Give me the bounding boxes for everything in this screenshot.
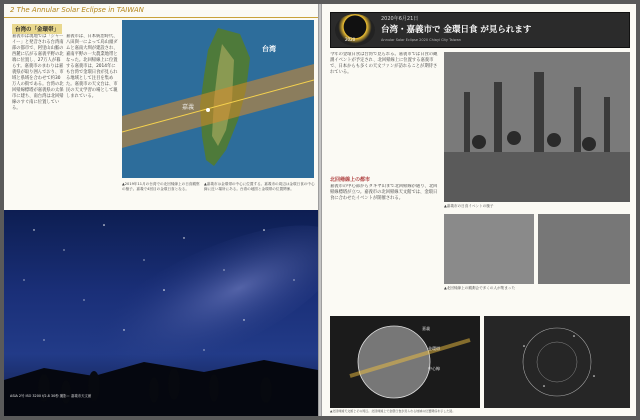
map-label-chiayi: 嘉義 <box>182 104 195 111</box>
header-title: 2 The Annular Solar Eclipse in TAIWAN <box>10 6 144 14</box>
event-date: 2020年6月21日 <box>381 16 419 22</box>
event-subtitle: Annular Solar Eclipse 2020 Chiayi City Taiwan <box>381 38 461 42</box>
taiwan-map <box>122 20 314 178</box>
photo-caption-2: ▲北回帰線上の観測会で多くの人が集まった <box>444 286 516 290</box>
intro-text: 嘉義市は現地では「ジャーイー」と発音される台湾南部の都市で、阿里山山脈の西麓に広がる嘉義平野の北端に位置し、27万人が暮らす。嘉義市のまわりは嘉義県が取り囲んでおり、市域と県域を合わせて約30万人の街である。台湾の北回帰線標塔が嘉義県の太保市に建ち、南台湾は北回帰線のすぐ南に位置している。 <box>12 34 64 111</box>
left-page <box>4 4 318 416</box>
event-title: 台湾・嘉義市で 金環日食 が見られます <box>381 25 532 35</box>
night-sky-photo <box>4 210 318 416</box>
event-photo-graphic <box>444 52 630 202</box>
second-photo <box>444 214 534 284</box>
photo-caption-1: ▲嘉義市の日食イベントの様子 <box>444 204 494 208</box>
star-chart-graphic <box>484 316 630 408</box>
page-gutter <box>318 4 322 416</box>
map-graphic <box>122 20 314 178</box>
map-caption: ▲嘉義市は金環帯の中心に位置する。嘉義市の周辺は金環日食の中心線に近い場所にある。台湾の地図と金環帯の位置関係。 <box>204 182 315 191</box>
third-photo <box>538 214 630 284</box>
section-tag: 台湾の「金環帯」 <box>12 24 62 34</box>
map-label-taiwan: 台湾 <box>262 45 276 53</box>
diagram-label-0: 嘉義 <box>422 326 430 331</box>
sub-heading: 北回帰線上の都市 <box>330 177 371 183</box>
magazine-spread <box>4 4 636 416</box>
diagram-label-2: 中心線 <box>428 366 440 371</box>
star-chart-photo <box>484 316 630 408</box>
photo-credits: ASIA 2号 ISO 3200 f/2.8 30秒 撮影＝ 嘉義市天文館 <box>10 394 92 398</box>
diagram-label-1: 金環帯 <box>428 346 440 351</box>
right-page <box>322 4 636 416</box>
diagram-photo <box>330 316 480 408</box>
page-header <box>4 4 318 18</box>
column-text: 嘉義市は、日本統治時代、八田與一によって烏山頭ダムと嘉南大圳が建設され、嘉南平野の一大農業地帯となった。北回帰線上に位置する嘉義市は、2014年にも台湾で金環日食が見られる地域として注目を集めた。嘉義市の天文台は、市民の天文学習の場として親しまれている。 <box>66 34 118 99</box>
body-text-2: 嘉義市の中心部からタキヤ山まで北回帰線が通り、北回帰線標塔が立つ。嘉義市の北回帰線天文館では、金環日食に合わせたイベントが開催される。 <box>330 184 438 201</box>
event-banner <box>330 12 630 48</box>
bottom-caption: ▲北回帰線天文館とその周辺。北回帰線上で金環日食が見られる地域の位置関係を示した図。 <box>330 409 456 413</box>
diagram-graphic <box>330 316 480 408</box>
night-sky-graphic <box>4 210 318 416</box>
body-text: 今年の金環日食は台湾で見られる。嘉義市では日食の観測イベントが予定され、北回帰線上に位置する嘉義市で、日本からも多くの天文ファンが訪れることが期待されている。 <box>330 52 438 75</box>
logo-year: 2020 <box>345 37 356 42</box>
event-photo <box>444 52 630 202</box>
mid-caption: ▲2019年11月の台湾での北回帰線上の日食観察の様子。嘉義で4回目の金環日食となる。 <box>122 182 200 191</box>
